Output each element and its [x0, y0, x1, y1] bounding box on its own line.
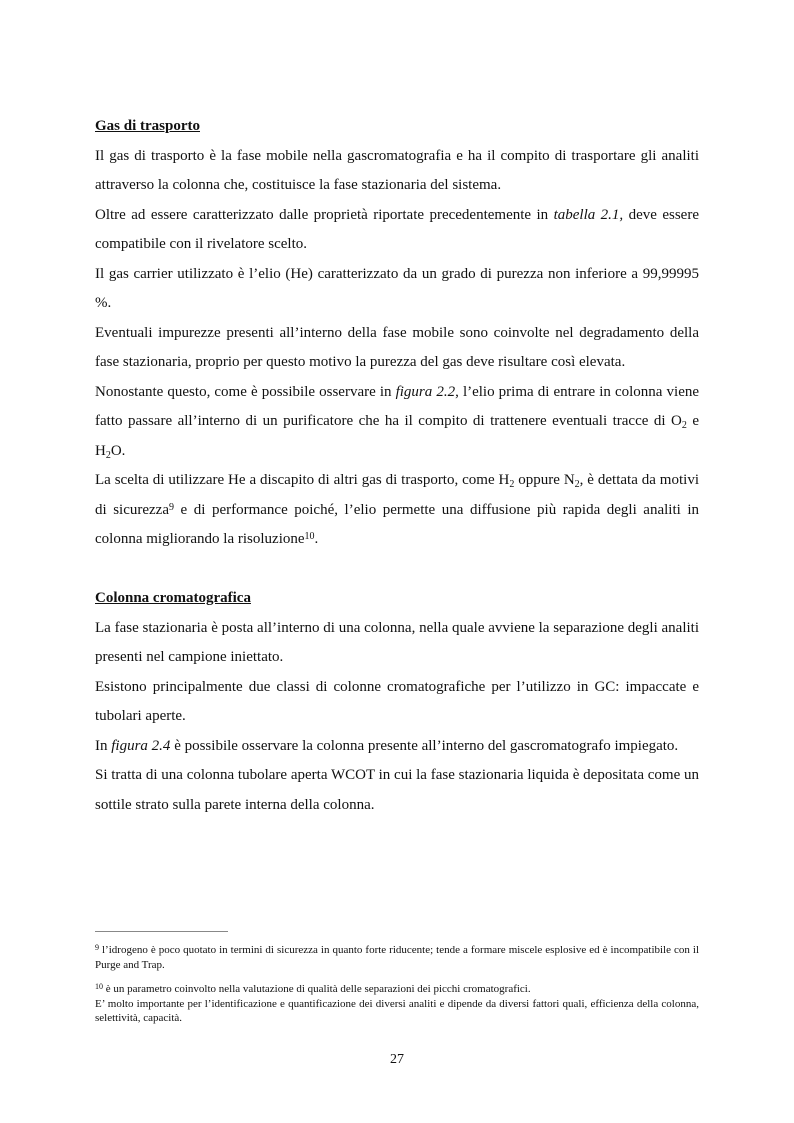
paragraph: Nonostante questo, come è possibile osservare in figura 2.2, l’elio prima di entrare in colonna viene fatto passare all’interno di un purificatore che ha il compito di trattenere eventuali tracce di $O_2$ e $H_2O$. — [95, 383, 700, 461]
paragraph: Il gas di trasporto è la fase mobile nella gascromatografia e ha il compito di trasportare gli analiti attraverso la colonna che, costituisce la fase stazionaria del sistema. — [95, 147, 699, 193]
footnote-9: $^9$ l’idrogeno è poco quotato in termini di sicurezza in quanto forte riducente; tende a formare miscele esplosive ed è incompatibile con il Purge and Trap. — [95, 943, 699, 971]
paragraph: Eventuali impurezze presenti all’interno della fase mobile sono coinvolte nel degradamento della fase stazionaria, proprio per questo motivo la purezza del gas deve risultare così elevata. — [95, 324, 699, 370]
paragraph: Si tratta di una colonna tubolare aperta WCOT in cui la fase stazionaria liquida è depositata come un sottile strato sulla parete interna della colonna. — [95, 767, 699, 813]
footnote-10: $^{10}$ è un parametro coinvolto nella valutazione di qualità delle separazioni dei picchi cromatografici. — [95, 982, 531, 995]
figure-reference: figura 2.4 — [111, 737, 171, 754]
paragraph: Il gas carrier utilizzato è l’elio (He) caratterizzato da un grado di purezza non inferiore a 99,99995 %. — [95, 265, 699, 311]
paragraph: Oltre ad essere caratterizzato dalle proprietà riportate precedentemente in tabella 2.1, deve essere compatibile con il rivelatore scelto. — [95, 206, 699, 252]
footnote-ref-10[interactable]: 10 — [304, 531, 315, 542]
section-heading-colonna-cromatografica: Colonna cromatografica — [95, 590, 251, 606]
section-heading-gas-di-trasporto: Gas di trasporto — [95, 118, 200, 134]
paragraph: La fase stazionaria è posta all’interno di una colonna, nella quale avviene la separazione degli analiti presenti nel campione iniettato. — [95, 619, 699, 665]
footnote-10-continued: E’ molto importante per l’identificazione e quantificazione dei diversi analiti e dipende da diversi fattori quali, efficienza della colonna, selettività, capacità. — [95, 997, 699, 1024]
figure-reference: figura 2.2 — [395, 383, 456, 400]
footnotes — [95, 931, 699, 1026]
paragraph: In figura 2.4 è possibile osservare la colonna presente all’interno del gascromatografo impiegato. — [95, 737, 679, 754]
footnote-ref-9[interactable]: 9 — [169, 501, 174, 513]
page-body — [95, 112, 699, 820]
table-reference: tabella 2.1, — [553, 206, 624, 223]
paragraph: Esistono principalmente due classi di colonne cromatografiche per l’utilizzo in GC: impaccate e tubolari aperte. — [95, 678, 699, 724]
paragraph: La scelta di utilizzare He a discapito di altri gas di trasporto, come $H_2$ oppure $N_2$, è dettata da motivi di sicurezza$^9$ e di performance poiché, l’elio permette una diffusione più rapida degli analiti in colonna migliorando la risoluzione$^{10}$. — [95, 472, 699, 547]
page-number: 27 — [390, 1052, 404, 1067]
